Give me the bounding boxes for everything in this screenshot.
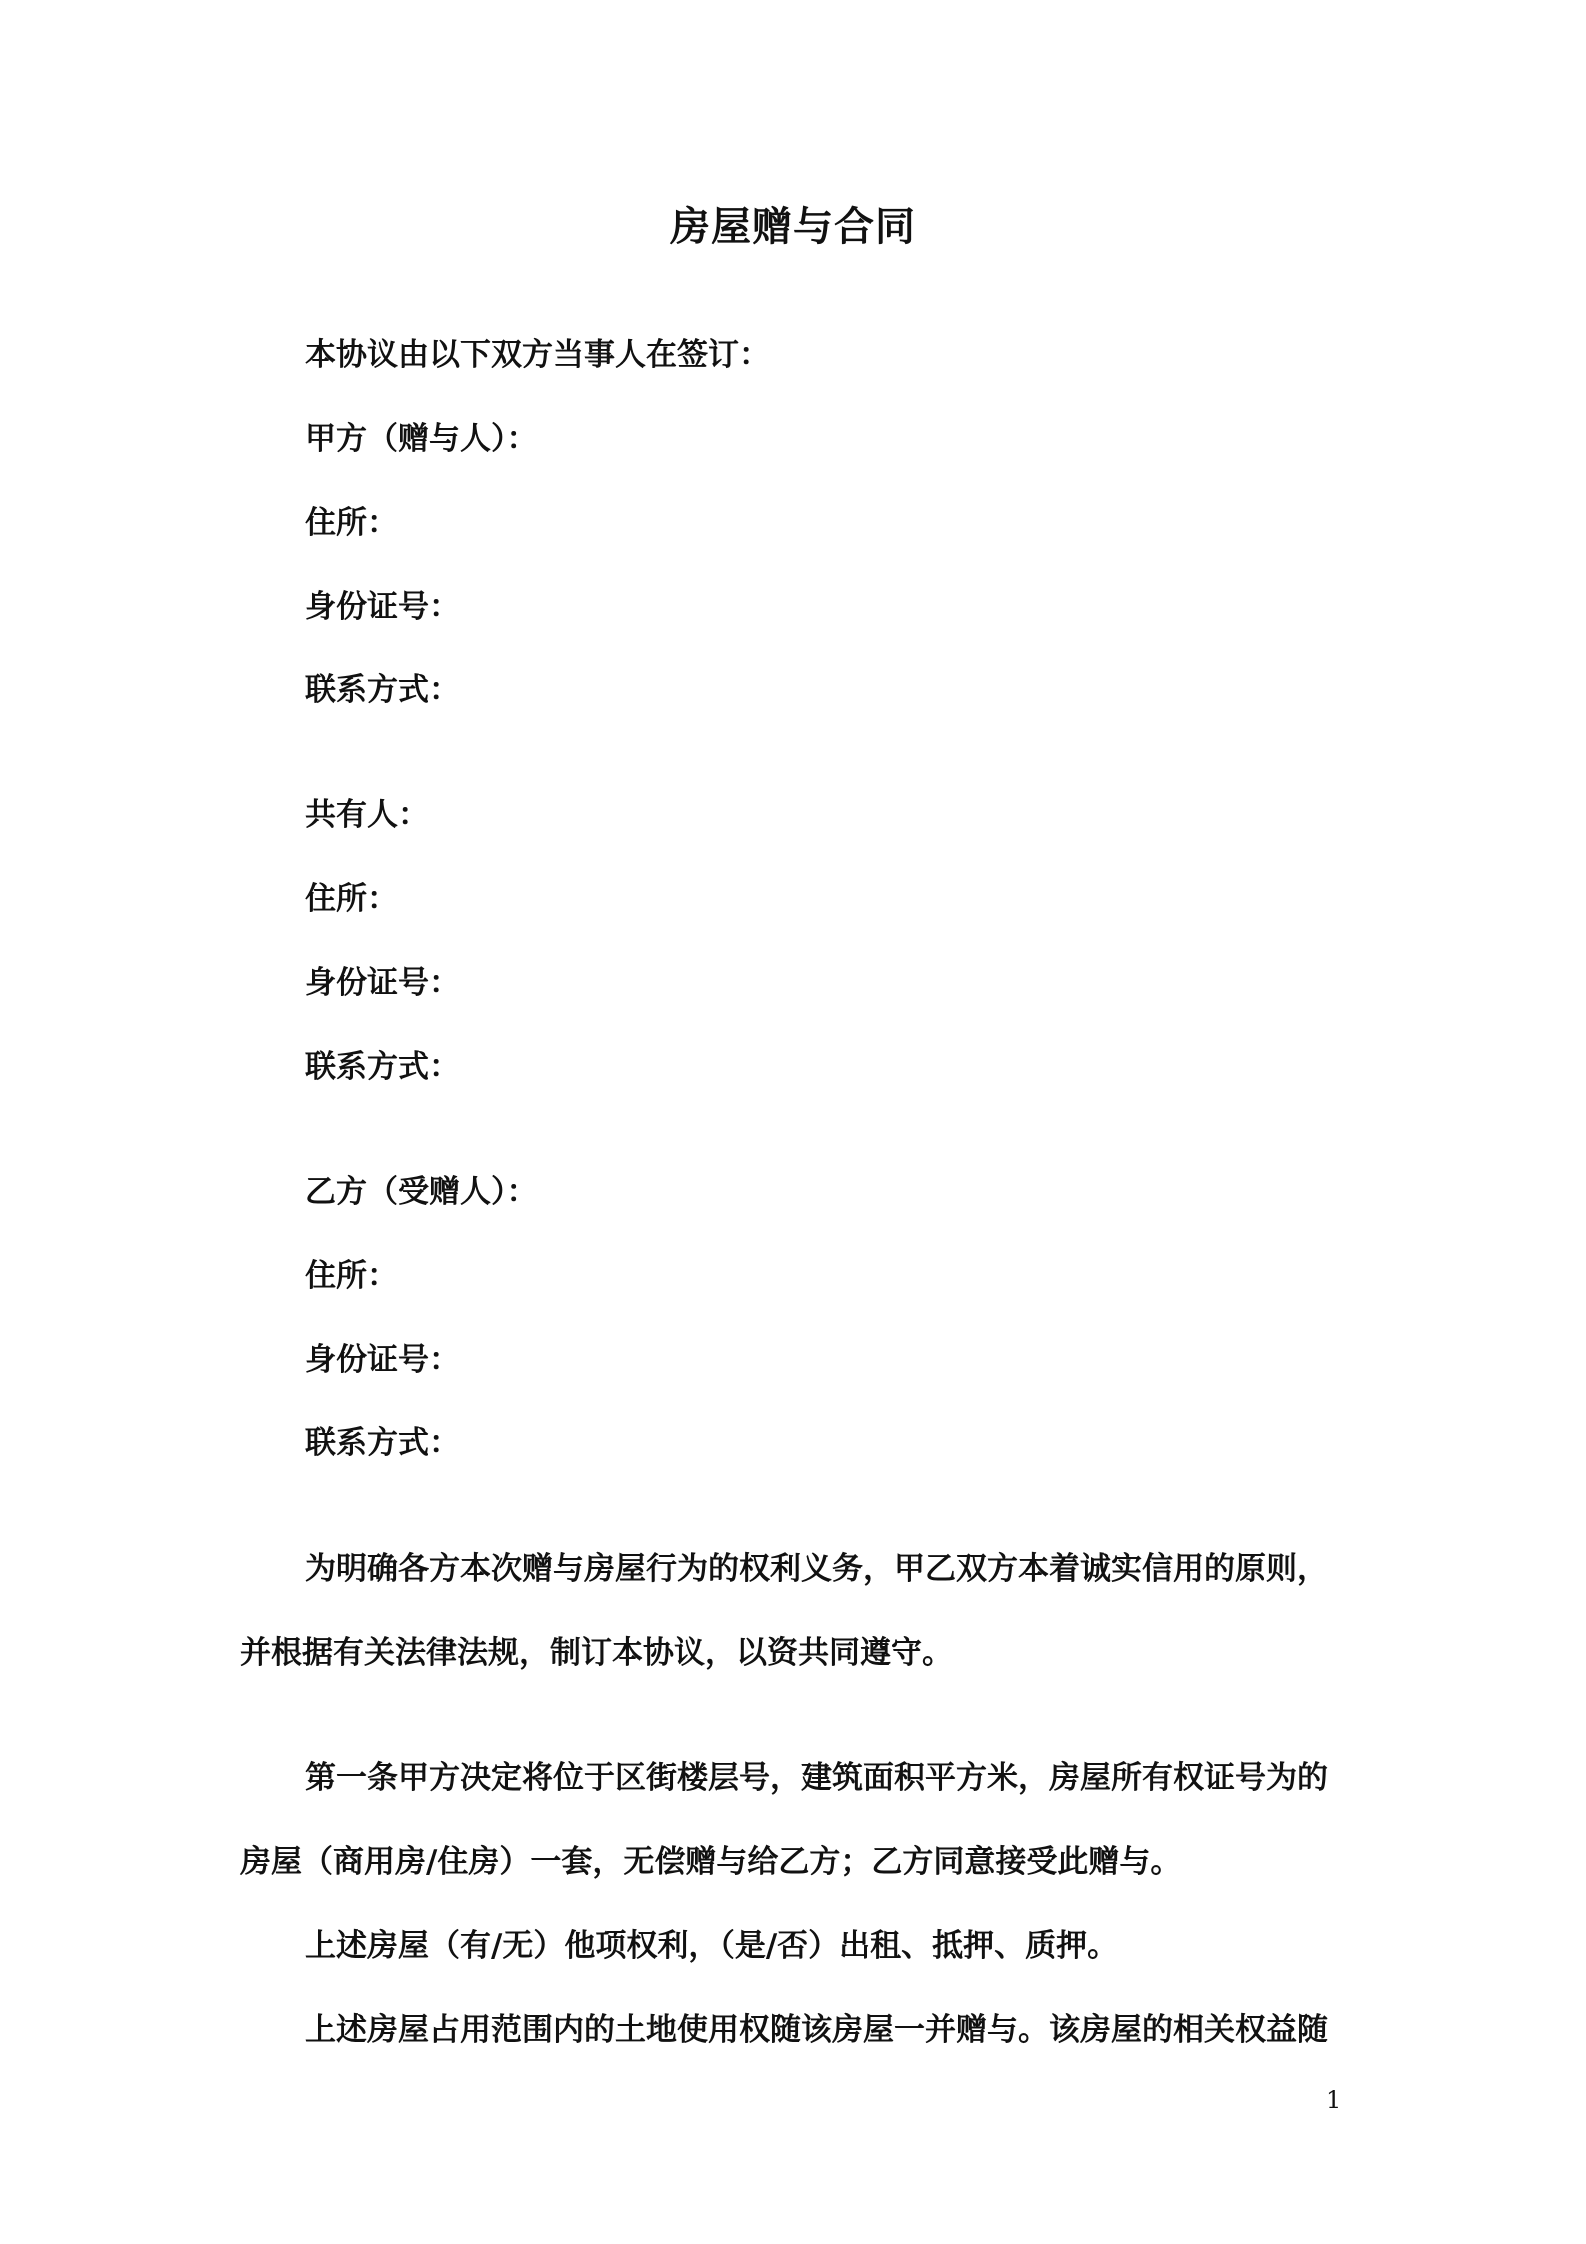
- preamble-line-1: 为明确各方本次赠与房屋行为的权利义务，甲乙双方本着诚实信用的原则，: [305, 1551, 1328, 1587]
- party-a-address-label: 住所：: [305, 505, 398, 541]
- preamble-line-2: 并根据有关法律法规，制订本协议，以资共同遵守。: [240, 1635, 953, 1671]
- page-number: 1: [1326, 2086, 1342, 2114]
- co-owner-heading: 共有人：: [305, 797, 429, 833]
- co-owner-contact-label: 联系方式：: [305, 1049, 460, 1085]
- party-a-id-label: 身份证号：: [305, 589, 460, 625]
- party-a-contact-label: 联系方式：: [305, 672, 460, 708]
- party-b-address-label: 住所：: [305, 1258, 398, 1294]
- party-b-id-label: 身份证号：: [305, 1342, 460, 1378]
- article-1-line-3: 上述房屋（有/无）他项权利，（是/否）出租、抵押、质押。: [305, 1928, 1119, 1964]
- co-owner-address-label: 住所：: [305, 881, 398, 917]
- co-owner-id-label: 身份证号：: [305, 965, 460, 1001]
- intro-text: 本协议由以下双方当事人在签订：: [305, 337, 770, 373]
- article-1-line-2: 房屋（商用房/住房）一套，无偿赠与给乙方；乙方同意接受此赠与。: [240, 1844, 1182, 1880]
- article-1-line-1: 第一条甲方决定将位于区街楼层号，建筑面积平方米，房屋所有权证号为的: [305, 1760, 1328, 1796]
- article-1-line-4: 上述房屋占用范围内的土地使用权随该房屋一并赠与。该房屋的相关权益随: [305, 2012, 1328, 2048]
- party-a-heading: 甲方（赠与人）：: [305, 421, 538, 457]
- party-b-contact-label: 联系方式：: [305, 1425, 460, 1461]
- document-title: 房屋赠与合同: [670, 204, 916, 250]
- party-b-heading: 乙方（受赠人）：: [305, 1174, 538, 1210]
